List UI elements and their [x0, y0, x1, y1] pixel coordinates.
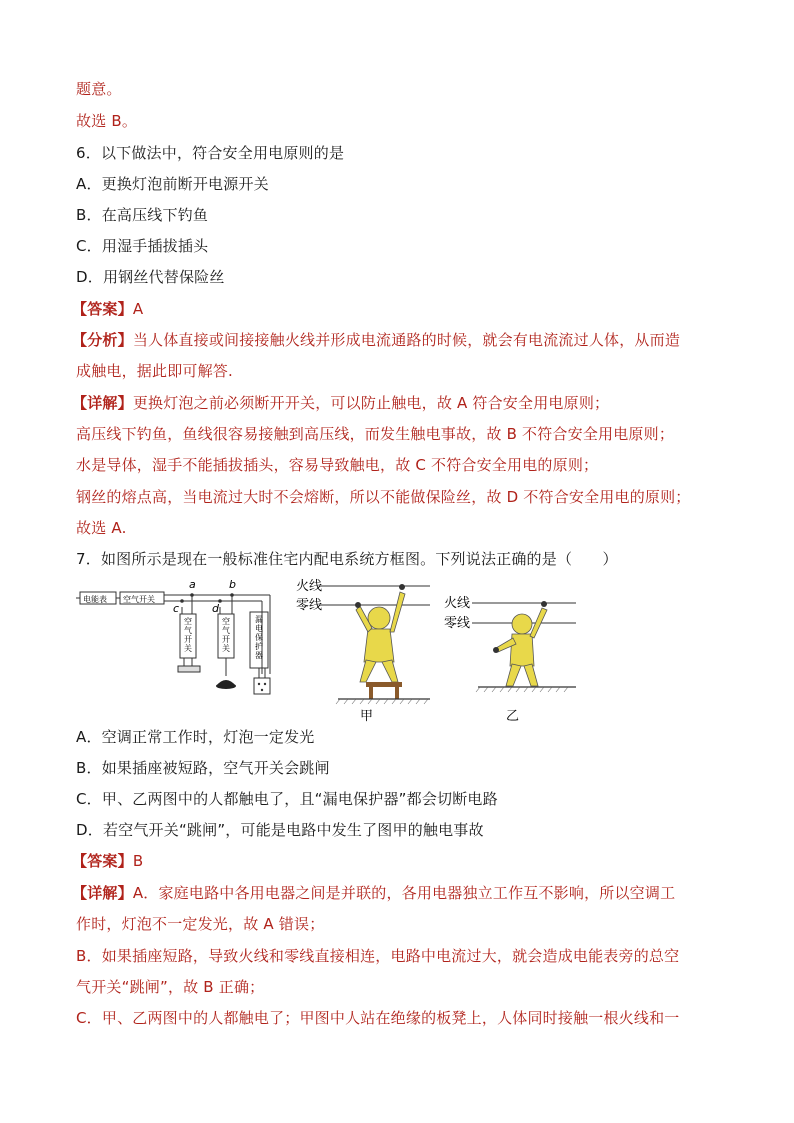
- detail-tag: 【详解】: [72, 884, 133, 902]
- detail-6-line1: 【详解】更换灯泡之前必须断开开关，可以防止触电，故 A 符合安全用电原则；: [72, 394, 610, 412]
- svg-text:气: 气: [184, 626, 192, 635]
- point-a-label: a: [189, 578, 196, 591]
- question-7-option-c: C．甲、乙两图中的人都触电了，且“漏电保护器”都会切断电路: [76, 790, 498, 808]
- answer-7: [72, 851, 143, 871]
- svg-text:器: 器: [255, 651, 263, 660]
- svg-text:空: 空: [184, 617, 192, 626]
- analysis-tag: 【分析】: [72, 331, 133, 349]
- meter-label: 电能表: [83, 595, 107, 604]
- scene-yi: [444, 595, 576, 724]
- svg-text:零线: 零线: [296, 598, 323, 613]
- answer-tag: 【答案】: [72, 852, 133, 870]
- label-jia: 甲: [360, 709, 374, 724]
- analysis-6-line2: 成触电，据此即可解答.: [76, 362, 233, 380]
- detail-6-line4: 钢丝的熔点高，当电流过大时不会熔断，所以不能做保险丝，故 D 不符合安全用电的原则；: [76, 488, 691, 506]
- detail-7-line1: 【详解】A．家庭电路中各用电器之间是并联的，各用电器独立工作互不影响，所以空调工: [72, 884, 676, 902]
- svg-text:保: 保: [255, 633, 263, 642]
- svg-text:开: 开: [222, 635, 230, 644]
- detail-6-line2: 高压线下钓鱼，鱼线很容易接触到高压线，而发生触电事故，故 B 不符合安全用电原则；: [76, 425, 675, 443]
- answer-tag: 【答案】: [72, 300, 133, 318]
- svg-text:火线: 火线: [444, 596, 471, 611]
- svg-text:火线: 火线: [296, 579, 323, 594]
- svg-text:空: 空: [222, 617, 230, 626]
- main-switch-label: 空气开关: [123, 595, 155, 604]
- point-d-label: d: [212, 602, 219, 615]
- detail-6-line3: 水是导体，湿手不能插拔插头，容易导致触电，故 C 不符合安全用电的原则；: [76, 456, 599, 474]
- detail-7-line4: 气开关“跳闸”，故 B 正确；: [76, 978, 265, 996]
- svg-text:电: 电: [255, 624, 263, 633]
- detail-7-line2: 作时，灯泡不一定发光，故 A 错误；: [76, 915, 325, 933]
- detail-6-line5: 故选 A.: [76, 519, 127, 537]
- question-6-option-c: C．用湿手插拔插头: [76, 237, 209, 255]
- point-c-label: c: [173, 602, 180, 615]
- answer-value: B: [132, 852, 144, 870]
- svg-text:开: 开: [184, 635, 192, 644]
- question-6-option-a: A．更换灯泡前断开电源开关: [76, 175, 269, 193]
- circuit-and-shock-illustration: [76, 574, 596, 724]
- question-7-option-d: D．若空气开关“跳闸”，可能是电路中发生了图甲的触电事故: [76, 821, 484, 839]
- socket-box: [254, 678, 270, 694]
- answer-6: [72, 299, 143, 319]
- question-6-stem: 6．以下做法中，符合安全用电原则的是: [76, 144, 345, 162]
- detail-7-line5: C．甲、乙两图中的人都触电了；甲图中人站在绝缘的板凳上，人体同时接触一根火线和一: [76, 1009, 680, 1027]
- text-line: 题意。: [76, 80, 122, 98]
- svg-text:零线: 零线: [444, 616, 471, 631]
- point-b-label: b: [229, 578, 236, 591]
- svg-text:护: 护: [255, 642, 263, 651]
- question-6-option-b: B．在高压线下钓鱼: [76, 206, 209, 224]
- scene-jia: [296, 578, 430, 724]
- person-yi-icon: [496, 608, 547, 686]
- question-7-option-b: B．如果插座被短路，空气开关会跳闸: [76, 759, 330, 777]
- question-6-option-d: D．用钢丝代替保险丝: [76, 268, 225, 286]
- question-7-figure: [76, 574, 596, 724]
- svg-text:关: 关: [184, 644, 192, 653]
- answer-value: A: [132, 300, 144, 318]
- text-line: 故选 B。: [76, 112, 138, 130]
- detail-tag: 【详解】: [72, 394, 133, 412]
- label-yi: 乙: [506, 709, 520, 724]
- svg-text:气: 气: [222, 626, 230, 635]
- question-7-option-a: A．空调正常工作时，灯泡一定发光: [76, 728, 315, 746]
- detail-7-line3: B．如果插座短路，导致火线和零线直接相连，电路中电流过大，就会造成电能表旁的总空: [76, 947, 680, 965]
- svg-text:漏: 漏: [255, 615, 263, 624]
- svg-text:关: 关: [222, 644, 230, 653]
- question-7-stem: 7．如图所示是现在一般标准住宅内配电系统方框图。下列说法正确的是（ ）: [76, 550, 618, 568]
- analysis-6-line1: 【分析】当人体直接或间接接触火线并形成电流通路的时候，就会有电流流过人体，从而造: [72, 331, 681, 349]
